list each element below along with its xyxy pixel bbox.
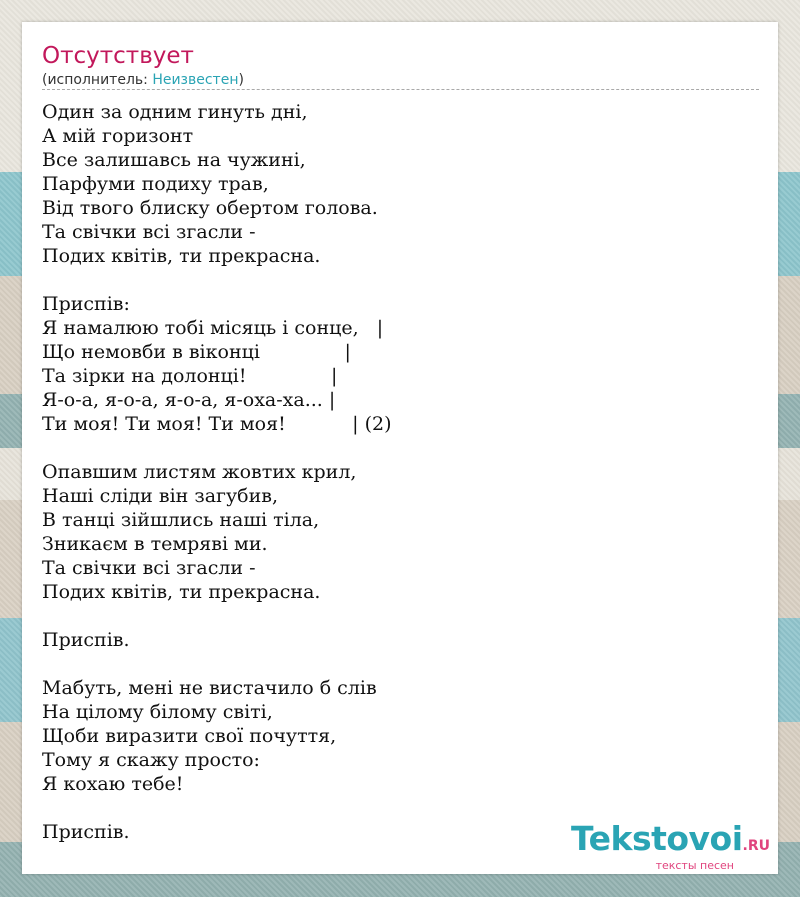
lyric-line [42,652,762,676]
lyric-line: Все залишавсь на чужині, [42,149,306,171]
artist-prefix: (исполнитель: [42,72,153,88]
artist-line [42,71,244,89]
artist-link[interactable]: Неизвестен [152,72,239,88]
lyric-line: Щоби виразити свої почуття, [42,725,337,747]
lyrics-text [42,100,762,844]
lyric-line: Та свічки всі згасли - [42,221,256,243]
lyric-line: Приспів: [42,293,130,315]
lyric-line: Та свічки всі згасли - [42,557,256,579]
lyric-line: Подих квітів, ти прекрасна. [42,581,321,603]
lyric-line: Я кохаю тебе! [42,773,184,795]
lyric-line: Приспів. [42,821,130,843]
logo-tagline: тексты песен [655,859,734,872]
lyric-line: Та зірки на долонці! | [42,365,338,387]
lyric-line: Зникаєм в темряві ми. [42,533,268,555]
lyric-line: Тому я скажу просто: [42,749,260,771]
site-logo[interactable] [570,819,770,872]
lyric-line: Я намалюю тобі місяць і сонце, | [42,317,384,339]
lyric-line [42,268,762,292]
lyric-line: Подих квітів, ти прекрасна. [42,245,321,267]
lyric-line [42,436,762,460]
lyric-line: Опавшим листям жовтих крил, [42,461,357,483]
song-title: Отсутствует [42,43,194,69]
lyric-line: А мій горизонт [42,125,194,147]
lyric-line: Ти моя! Ти моя! Ти моя! | (2) [42,413,392,435]
lyric-line: На цілому білому світі, [42,701,273,723]
lyrics-card [22,22,778,874]
lyric-line: Парфуми подиху трав, [42,173,269,195]
lyric-line: Наші сліди він загубив, [42,485,279,507]
logo-name: Tekstovoi [570,819,743,858]
artist-suffix: ) [238,72,244,88]
lyric-line [42,796,762,820]
lyric-line: Я-о-а, я-о-а, я-о-а, я-оха-ха... | [42,389,336,411]
lyric-line: В танці зійшлись наші тіла, [42,509,320,531]
logo-wordmark [570,819,770,863]
lyric-line: Мабуть, мені не вистачило б слів [42,677,377,699]
logo-tld: .RU [742,838,770,854]
title-divider [42,89,759,90]
lyric-line [42,604,762,628]
lyric-line: Що немовби в віконці | [42,341,351,363]
lyric-line: Один за одним гинуть дні, [42,101,308,123]
lyric-line: Від твого блиску обертом голова. [42,197,378,219]
lyric-line: Приспів. [42,629,130,651]
